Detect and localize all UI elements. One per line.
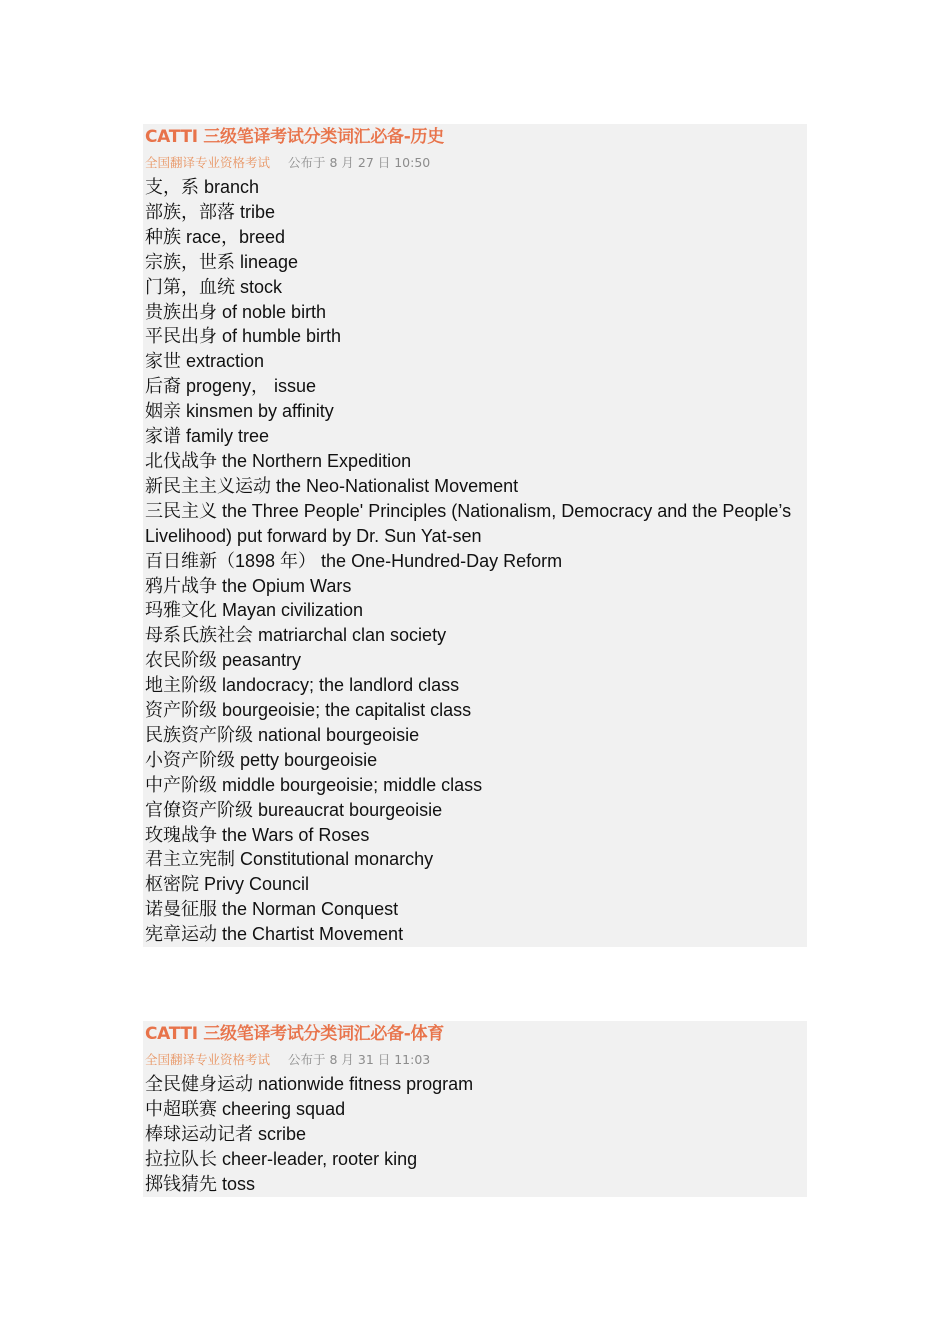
- post-title[interactable]: CATTI 三级笔译考试分类词汇必备-体育: [145, 1024, 444, 1044]
- vocabulary-entry: 北伐战争 the Northern Expedition: [145, 450, 412, 471]
- vocabulary-entry: 后裔 progeny， issue: [145, 376, 317, 397]
- vocabulary-entry: 宪章运动 the Chartist Movement: [145, 924, 404, 945]
- vocabulary-entry: 棒球运动记者 scribe: [145, 1123, 307, 1144]
- vocabulary-list: [145, 1072, 805, 1197]
- post-history: [143, 124, 807, 947]
- vocabulary-entry: 民族资产阶级 national bourgeoisie: [145, 724, 420, 745]
- vocabulary-entry: 部族，部落 tribe: [145, 201, 276, 222]
- vocabulary-entry: 家谱 family tree: [145, 426, 270, 447]
- vocabulary-entry: 玛雅文化 Mayan civilization: [145, 600, 364, 621]
- post-category-link[interactable]: 全国翻译专业资格考试: [145, 155, 271, 170]
- vocabulary-entry: 姻亲 kinsmen by affinity: [145, 401, 334, 422]
- vocabulary-entry: 官僚资产阶级 bureaucrat bourgeoisie: [145, 799, 443, 820]
- post-title[interactable]: CATTI 三级笔译考试分类词汇必备-历史: [145, 127, 444, 147]
- vocabulary-entry: 新民主主义运动 the Neo-Nationalist Movement: [145, 475, 519, 496]
- vocabulary-entry: 君主立宪制 Constitutional monarchy: [145, 849, 434, 870]
- post-meta: [145, 1048, 805, 1072]
- vocabulary-entry: 全民健身运动 nationwide fitness program: [145, 1074, 474, 1094]
- vocabulary-entry: 平民出身 of humble birth: [145, 326, 342, 347]
- vocabulary-entry: 三民主义 the Three People' Principles (Nationalism, Democracy and the People’s Livelihood) put forward by Dr. Sun Yat-sen: [145, 500, 792, 546]
- vocabulary-entry: 资产阶级 bourgeoisie; the capitalist class: [145, 700, 472, 721]
- vocabulary-entry: 种族 race，breed: [145, 226, 286, 247]
- vocabulary-entry: 农民阶级 peasantry: [145, 650, 302, 671]
- vocabulary-entry: 百日维新（1898 年） the One-Hundred-Day Reform: [145, 550, 563, 571]
- vocabulary-entry: 鸦片战争 the Opium Wars: [145, 575, 352, 596]
- vocabulary-entry: 家世 extraction: [145, 351, 265, 372]
- vocabulary-entry: 中超联赛 cheering squad: [145, 1098, 346, 1119]
- vocabulary-entry: 门第，血统 stock: [145, 276, 283, 297]
- post-category-link[interactable]: 全国翻译专业资格考试: [145, 1052, 271, 1067]
- vocabulary-entry: 小资产阶级 petty bourgeoisie: [145, 749, 378, 770]
- vocabulary-entry: 地主阶级 landocracy; the landlord class: [145, 675, 460, 696]
- vocabulary-entry: 母系氏族社会 matriarchal clan society: [145, 625, 447, 646]
- post-sports: [143, 1021, 807, 1197]
- vocabulary-entry: 掷钱猜先 toss: [145, 1173, 256, 1194]
- vocabulary-entry: 中产阶级 middle bourgeoisie; middle class: [145, 774, 483, 795]
- vocabulary-entry: 贵族出身 of noble birth: [145, 301, 327, 322]
- vocabulary-entry: 拉拉队长 cheer-leader, rooter king: [145, 1148, 418, 1169]
- vocabulary-list: [145, 175, 805, 947]
- post-meta: [145, 151, 805, 175]
- vocabulary-entry: 枢密院 Privy Council: [145, 874, 310, 895]
- post-published-date: 公布于 8 月 27 日 10:50: [288, 155, 431, 170]
- vocabulary-entry: 支，系 branch: [145, 177, 260, 197]
- vocabulary-entry: 宗族，世系 lineage: [145, 251, 299, 272]
- vocabulary-entry: 玫瑰战争 the Wars of Roses: [145, 824, 370, 845]
- vocabulary-entry: 诺曼征服 the Norman Conquest: [145, 899, 399, 920]
- post-published-date: 公布于 8 月 31 日 11:03: [288, 1052, 431, 1067]
